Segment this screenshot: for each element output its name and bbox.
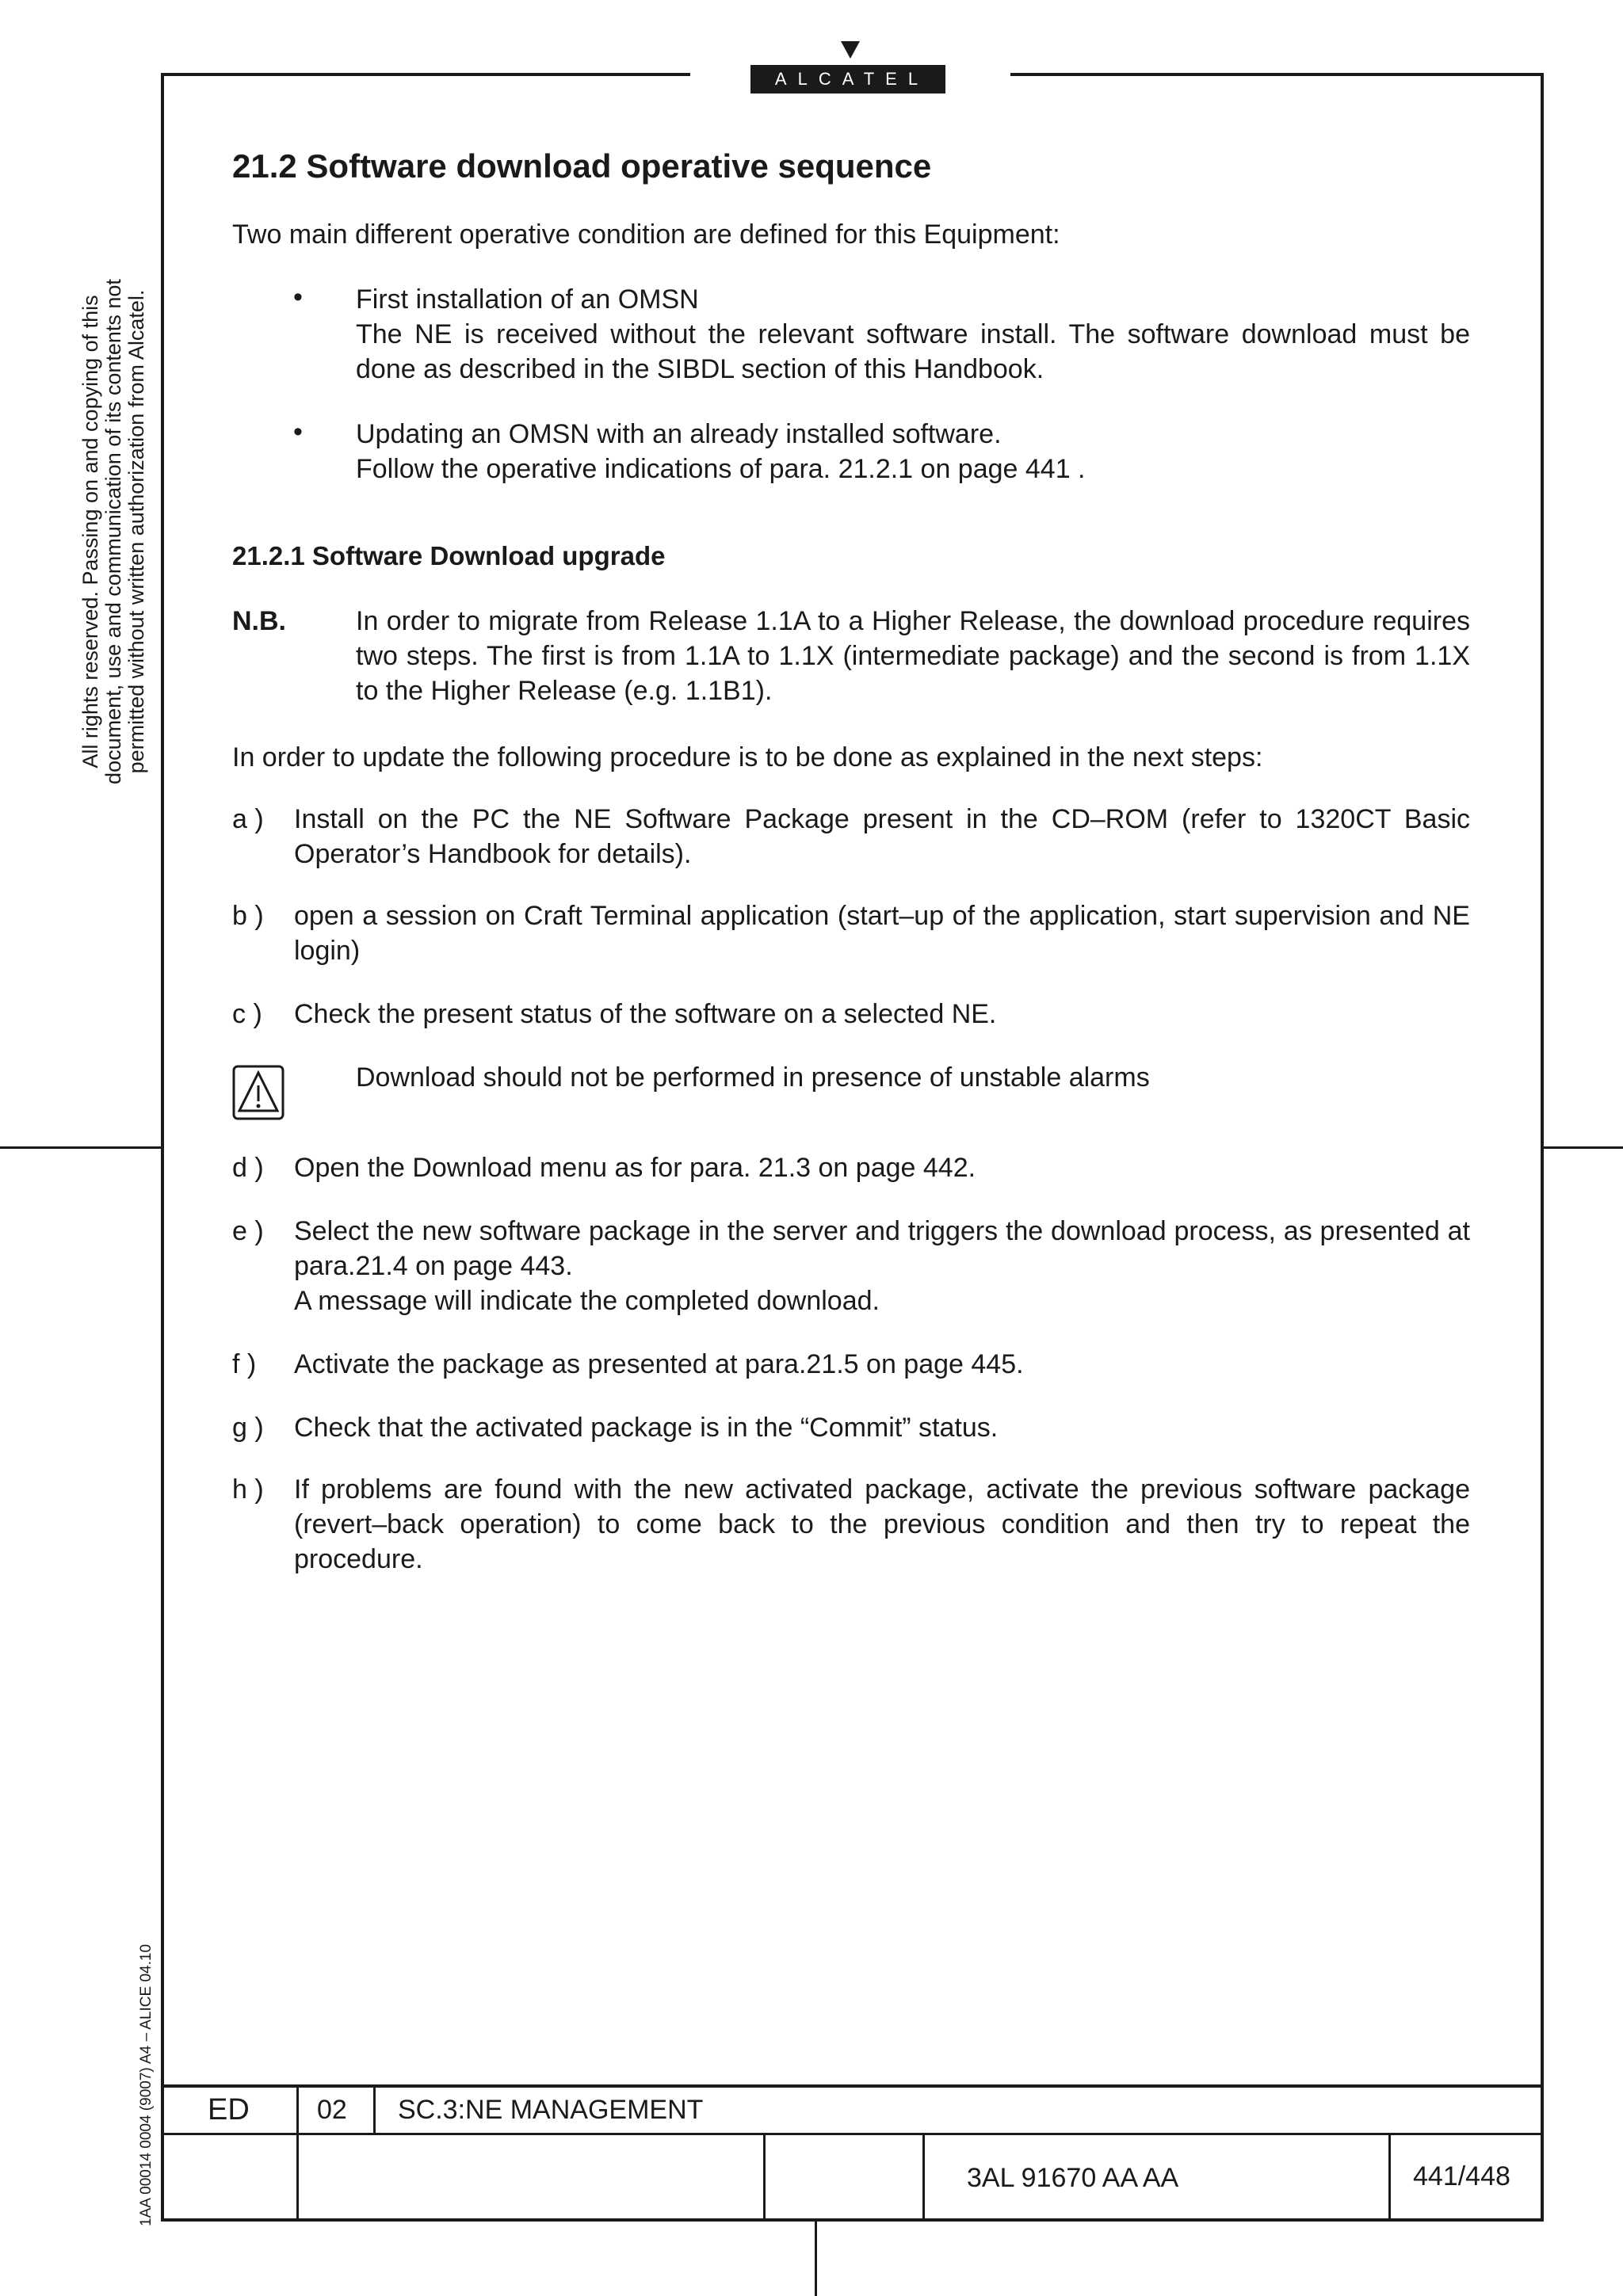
warning-text: Download should not be performed in presence of unstable alarms: [356, 1062, 1150, 1093]
intro-paragraph: Two main different operative condition are defined for this Equipment:: [232, 219, 1060, 250]
document-reference: 1AA 00014 0004 (9007) A4 – ALICE 04.10: [138, 1943, 155, 2226]
footer-ed-value: 02: [317, 2095, 347, 2125]
alcatel-logo: ALCATEL: [750, 65, 945, 93]
footer-div-5: [1388, 2133, 1391, 2220]
step-b-text: open a session on Craft Terminal application (start–up of the application, start supervision and NE login): [294, 901, 1470, 966]
frame-bottom: [161, 2218, 1544, 2222]
step-c-text: Check the present status of the software on a selected NE.: [294, 999, 997, 1029]
nb-label: N.B.: [232, 606, 286, 636]
step-a-text: Install on the PC the NE Software Package present in the CD–ROM (refer to 1320CT Basic Operator’s Handbook for details).: [294, 804, 1470, 869]
bullet-1-title: First installation of an OMSN: [356, 284, 699, 315]
step-h-letter: h ): [232, 1474, 264, 1505]
bullet-1-symbol: •: [293, 282, 303, 312]
bullet-2-title: Updating an OMSN with an already installed software.: [356, 419, 1002, 449]
step-a-letter: a ): [232, 804, 264, 834]
fold-mark-right: [1544, 1146, 1623, 1149]
frame-top-right: [1010, 73, 1544, 76]
footer-div-2: [373, 2084, 376, 2134]
step-b-letter: b ): [232, 901, 264, 931]
bullet-2-symbol: •: [293, 417, 303, 447]
footer-div-3: [763, 2133, 766, 2220]
step-e-note: A message will indicate the completed download.: [294, 1286, 880, 1316]
logo-triangle-icon: [841, 41, 860, 59]
footer-div-1: [296, 2084, 299, 2220]
step-h-text: If problems are found with the new activated package, activate the previous software package (revert–back operation) to come back to the previous condition and then try to repeat the procedure.: [294, 1474, 1470, 1574]
footer-section: SC.3:NE MANAGEMENT: [398, 2095, 704, 2125]
step-e-letter: e ): [232, 1216, 264, 1246]
nb-text: In order to migrate from Release 1.1A to a Higher Release, the download procedure requires two steps. The first is from 1.1A to 1.1X (intermediate package) and the second is from 1.1X to the Higher Release (e.g. 1.1B1).: [356, 606, 1470, 706]
step-f-text: Activate the package as presented at para.21.5 on page 445.: [294, 1349, 1024, 1379]
footer-page-number: 441/448: [1413, 2161, 1510, 2191]
step-c-letter: c ): [232, 999, 262, 1029]
step-e-text: Select the new software package in the server and triggers the download process, as presented at para.21.4 on page 443.: [294, 1216, 1470, 1281]
step-g-text: Check that the activated package is in the “Commit” status.: [294, 1413, 999, 1443]
warning-icon: [232, 1065, 285, 1120]
footer-top-line: [161, 2084, 1544, 2088]
bullet-1-text: The NE is received without the relevant software install. The software download must be done as described in the SIBDL section of this Handbook.: [356, 319, 1470, 384]
footer-doc-code: 3AL 91670 AA AA: [967, 2163, 1179, 2193]
step-d-letter: d ): [232, 1153, 264, 1183]
step-g-letter: g ): [232, 1413, 264, 1443]
bottom-center-mark: [815, 2222, 817, 2296]
steps-intro: In order to update the following procedure is to be done as explained in the next steps:: [232, 742, 1263, 772]
fold-mark-left: [0, 1146, 161, 1149]
footer-ed-label: ED: [208, 2093, 250, 2126]
frame-top-left: [161, 73, 690, 76]
footer-div-4: [922, 2133, 925, 2220]
copyright-notice: All rights reserved. Passing on and copying of this document, use and communication of its contents not permitted without written authorization from Alcatel.: [78, 279, 148, 784]
section-title: 21.2 Software download operative sequence: [232, 147, 932, 185]
footer-mid-line: [161, 2133, 1544, 2135]
subsection-title: 21.2.1 Software Download upgrade: [232, 541, 666, 570]
step-d-text: Open the Download menu as for para. 21.3 on page 442.: [294, 1153, 976, 1183]
step-f-letter: f ): [232, 1349, 257, 1379]
frame-left: [161, 73, 164, 2222]
bullet-2-text: Follow the operative indications of para. 21.2.1 on page 441 .: [356, 454, 1086, 484]
